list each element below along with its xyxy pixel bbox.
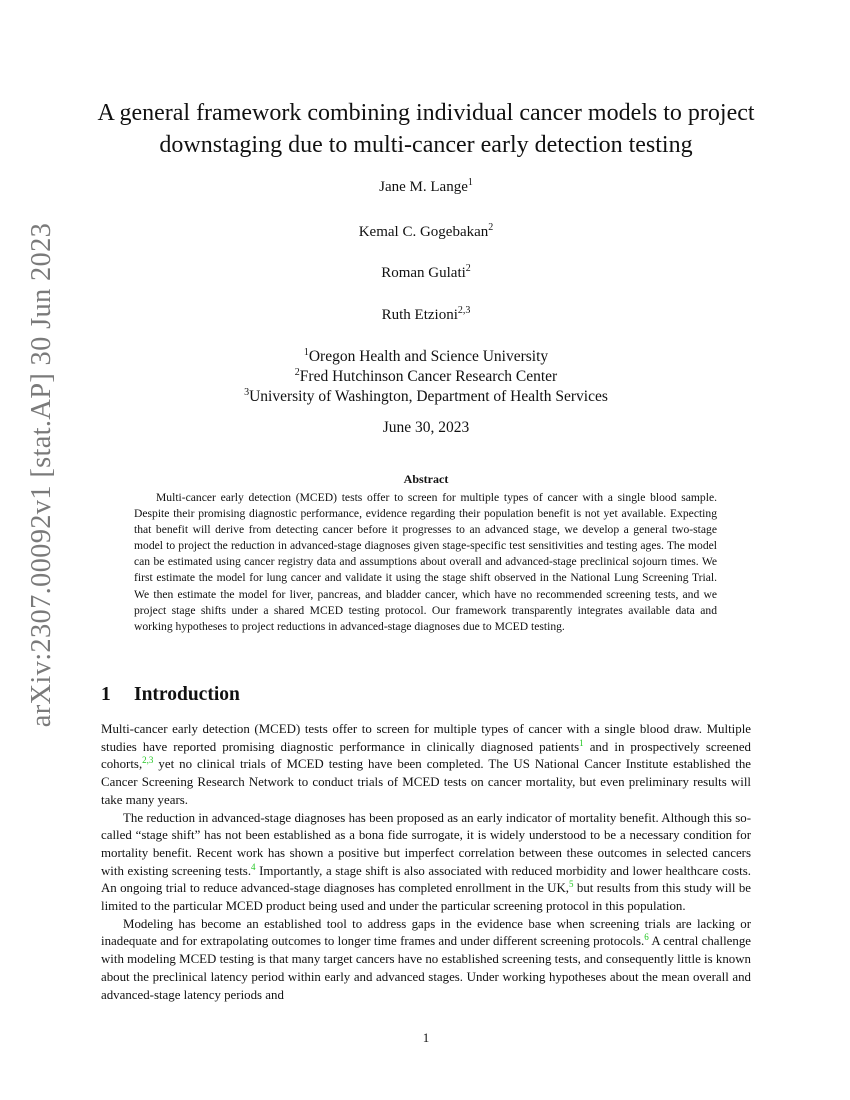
paper-title: A general framework combining individual cancer models to project downstaging due to multi-cancer early detection testing [97, 100, 755, 158]
publication-date: June 30, 2023 [382, 419, 470, 436]
author-affiliation-mark: 2 [488, 222, 494, 233]
author-name: Jane M. Lange [379, 179, 468, 195]
author-affiliation-mark: 2,3 [457, 305, 471, 316]
citation-link[interactable]: 6 [644, 932, 649, 943]
section-heading-introduction [101, 684, 240, 706]
arxiv-identifier-stamp: arXiv:2307.00092v1 [stat.AP] 30 Jun 2023 [26, 222, 57, 728]
affiliation-1: $^1$Oregon Health and Science University [303, 347, 549, 365]
citation-link[interactable]: 2,3 [142, 755, 154, 766]
author-2 [101, 223, 751, 241]
citation-link[interactable]: 5 [569, 879, 574, 890]
author-affiliation-mark: 1 [467, 177, 473, 188]
affiliations [101, 347, 751, 407]
citation-link[interactable]: 4 [251, 861, 256, 872]
author-name: Roman Gulati [381, 265, 466, 281]
section-number: 1 [101, 684, 111, 705]
author-name: Ruth Etzioni [381, 307, 458, 323]
paragraph-3: Modeling has become an established tool to address gaps in the evidence base when screening trials are lacking or inadequate and for extrapolating outcomes to longer time frames and under different screening protocols.$^6$ A central challenge with modeling MCED testing is that many target cancers have no established screening tests, and consequently little is known about the preclinical latency period within early and advanced stages. Under working hypotheses about the mean overall and advanced-stage latency periods and [101, 916, 751, 1002]
page-number: 1 [422, 1030, 430, 1045]
affiliation-2: $^2$Fred Hutchinson Cancer Research Center [294, 367, 558, 385]
affiliation-3: $^3$University of Washington, Department of Health Services [244, 387, 608, 405]
author-1 [101, 178, 751, 196]
author-affiliation-mark: 2 [465, 263, 471, 274]
author-4 [101, 306, 751, 324]
introduction-body [101, 721, 751, 1004]
abstract-heading: Abstract [403, 472, 449, 486]
author-3 [101, 264, 751, 282]
paragraph-1: Multi-cancer early detection (MCED) tests offer to screen for multiple types of cancer with a single blood draw. Multiple studies have reported promising diagnostic performance in clinically diagnosed patients$^1$ and in prospectively screened cohorts,$^{2,3}$ yet no clinical trials of MCED testing have been completed. The US National Cancer Institute established the Cancer Screening Research Network to conduct trials of MCED tests on cancer mortality, but even preliminary results will take many years. [101, 722, 751, 807]
author-name: Kemal C. Gogebakan [358, 224, 489, 240]
citation-link[interactable]: 1 [579, 737, 584, 748]
paragraph-2: The reduction in advanced-stage diagnoses has been proposed as an early indicator of mortality benefit. Although this so-called “stage shift” has not been established as a bona fide surrogate, it is widely understood to be a necessary condition for mortality benefit. Recent work has shown a positive but imperfect correlation between these outcomes in selected cancers with existing screening tests.$^4$ Importantly, a stage shift is also associated with reduced morbidity and lower healthcare costs. An ongoing trial to reduce advanced-stage diagnoses has completed enrollment in the UK,$^5$ but results from this study will be limited to the particular MCED product being used and under the particular screening protocol in this population. [101, 810, 752, 914]
section-title: Introduction [134, 684, 240, 705]
abstract-text: Multi-cancer early detection (MCED) tests offer to screen for multiple types of cancer with a single blood sample. Despite their promising diagnostic performance, evidence regarding their population benefit is not yet available. Expecting that benefit will derive from detecting cancer before it progresses to an advanced stage, we develop a general two-stage model to project the reduction in advanced-stage diagnoses given stage-specific test sensitivities and testing ages. The model can be estimated using cancer registry data and assumptions about overall and advanced-stage preclinical sojourn times. We first estimate the model for lung cancer and validate it using the stage shift observed in the National Lung Screening Trial. We then estimate the model for liver, pancreas, and bladder cancer, which have no recommended screening tests, and we project stage shifts under a shared MCED testing protocol. Our framework transparently integrates available data and working hypotheses to project reductions in advanced-stage diagnoses due to MCED testing. [134, 491, 717, 633]
